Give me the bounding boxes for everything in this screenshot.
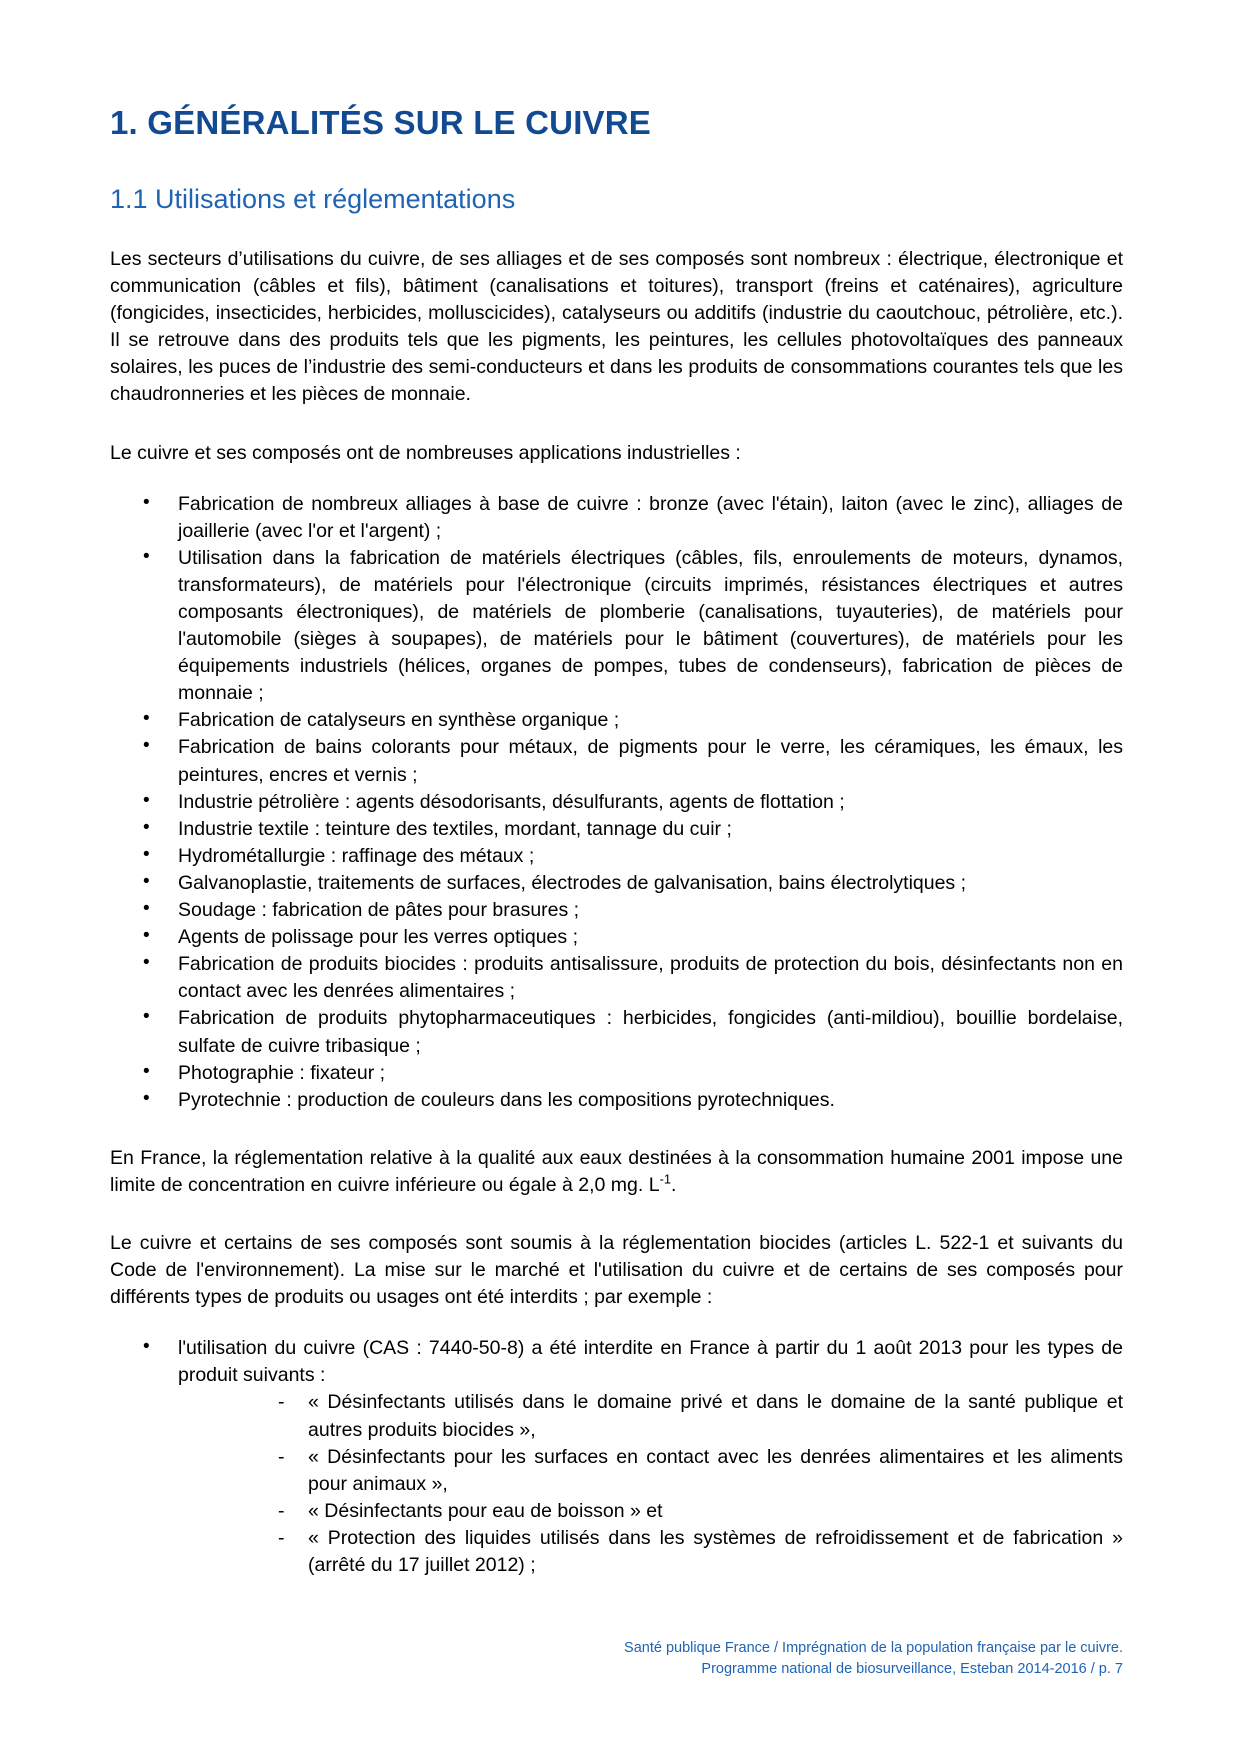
sublist-item: - « Désinfectants pour eau de boisson » et <box>178 1498 1123 1525</box>
list-item: • Utilisation dans la fabrication de matériels électriques (câbles, fils, enroulements de moteurs, dynamos, transformateurs), de matériels pour l'électronique (circuits imprimés, résistances électriques et autres composants électroniques), de matériels de plomberie (canalisations, tuyauteries), de matériels pour l'automobile (sièges à soupapes), de matériels pour le bâtiment (couvertures), de matériels pour les équipements industriels (hélices, organes de pompes, tubes de condenseurs), fabrication de pièces de monnaie ; <box>110 545 1123 708</box>
page-title: 1. GÉNÉRALITÉS SUR LE CUIVRE <box>110 104 652 141</box>
list-item: • Fabrication de nombreux alliages à base de cuivre : bronze (avec l'étain), laiton (avec le zinc), alliages de joaillerie (avec l'or et l'argent) ; <box>110 491 1123 545</box>
list-item: • Galvanoplastie, traitements de surfaces, électrodes de galvanisation, bains électrolytiques ; <box>110 870 1123 897</box>
footer-line-1: Santé publique France / Imprégnation de la population française par le cuivre. <box>624 1639 1123 1656</box>
list-item: • Fabrication de catalyseurs en synthèse organique ; <box>110 707 1123 734</box>
list-item: • Pyrotechnie : production de couleurs dans les compositions pyrotechniques. <box>110 1087 1123 1114</box>
page-footer <box>0 1638 1123 1682</box>
list-item <box>110 1335 1123 1579</box>
water-regulation-exponent: -1 <box>659 1171 672 1187</box>
biocide-regulation-paragraph: Le cuivre et certains de ses composés sont soumis à la réglementation biocides (articles L. 522-1 et suivants du Code de l'environnement). La mise sur le marché et l'utilisation du cuivre et de certains de ses composés pour différents types de produits ou usages ont été interdits ; par exemple : <box>110 1231 1123 1309</box>
interdiction-sublist <box>178 1389 1123 1579</box>
list-item: • Photographie : fixateur ; <box>110 1060 1123 1087</box>
list-item: • Hydrométallurgie : raffinage des métaux ; <box>110 843 1123 870</box>
interdiction-list <box>110 1335 1123 1579</box>
sublist-item: - « Désinfectants pour les surfaces en contact avec les denrées alimentaires et les aliments pour animaux », <box>178 1444 1123 1498</box>
interdiction-lead-text: l'utilisation du cuivre (CAS : 7440-50-8) a été interdite en France à partir du 1 août 2013 pour les types de produit suivants : <box>178 1337 1123 1387</box>
list-item: • Agents de polissage pour les verres optiques ; <box>110 924 1123 951</box>
applications-lead-paragraph: Le cuivre et ses composés ont de nombreuses applications industrielles : <box>110 441 741 464</box>
sublist-item: - « Désinfectants utilisés dans le domaine privé et dans le domaine de la santé publique et autres produits biocides », <box>178 1389 1123 1443</box>
list-item: • Fabrication de bains colorants pour métaux, de pigments pour le verre, les céramiques, les émaux, les peintures, encres et vernis ; <box>110 734 1123 788</box>
water-regulation-paragraph <box>110 1145 1123 1199</box>
water-regulation-text-after: . <box>671 1173 677 1196</box>
footer-line-2: Programme national de biosurveillance, Esteban 2014-2016 / p. 7 <box>701 1661 1123 1678</box>
list-item: • Fabrication de produits biocides : produits antisalissure, produits de protection du bois, désinfectants non en contact avec les denrées alimentaires ; <box>110 951 1123 1005</box>
applications-list <box>110 491 1123 1114</box>
intro-paragraph: Les secteurs d’utilisations du cuivre, de ses alliages et de ses composés sont nombreux : électrique, électronique et communication (câbles et fils), bâtiment (canalisations et toitures), transport (freins et caténaires), agriculture (fongicides, insecticides, herbicides, molluscicides), catalyseurs ou additifs (industrie du caoutchouc, pétrolière, etc.). Il se retrouve dans des produits tels que les pigments, les peintures, les cellules photovoltaïques des panneaux solaires, les puces de l’industrie des semi-conducteurs et dans les produits de consommations courantes tels que les chaudronneries et les pièces de monnaie. <box>110 247 1123 406</box>
list-item: • Fabrication de produits phytopharmaceutiques : herbicides, fongicides (anti-mildiou), bouillie bordelaise, sulfate de cuivre tribasique ; <box>110 1005 1123 1059</box>
sublist-item: - « Protection des liquides utilisés dans les systèmes de refroidissement et de fabrication » (arrêté du 17 juillet 2012) ; <box>178 1525 1123 1579</box>
list-item: • Industrie pétrolière : agents désodorisants, désulfurants, agents de flottation ; <box>110 789 1123 816</box>
water-regulation-text-before: En France, la réglementation relative à la qualité aux eaux destinées à la consommation humaine 2001 impose une limite de concentration en cuivre inférieure ou égale à 2,0 mg. L <box>110 1146 1123 1196</box>
section-subtitle: 1.1 Utilisations et réglementations <box>110 183 516 214</box>
list-item: • Industrie textile : teinture des textiles, mordant, tannage du cuir ; <box>110 816 1123 843</box>
list-item: • Soudage : fabrication de pâtes pour brasures ; <box>110 897 1123 924</box>
